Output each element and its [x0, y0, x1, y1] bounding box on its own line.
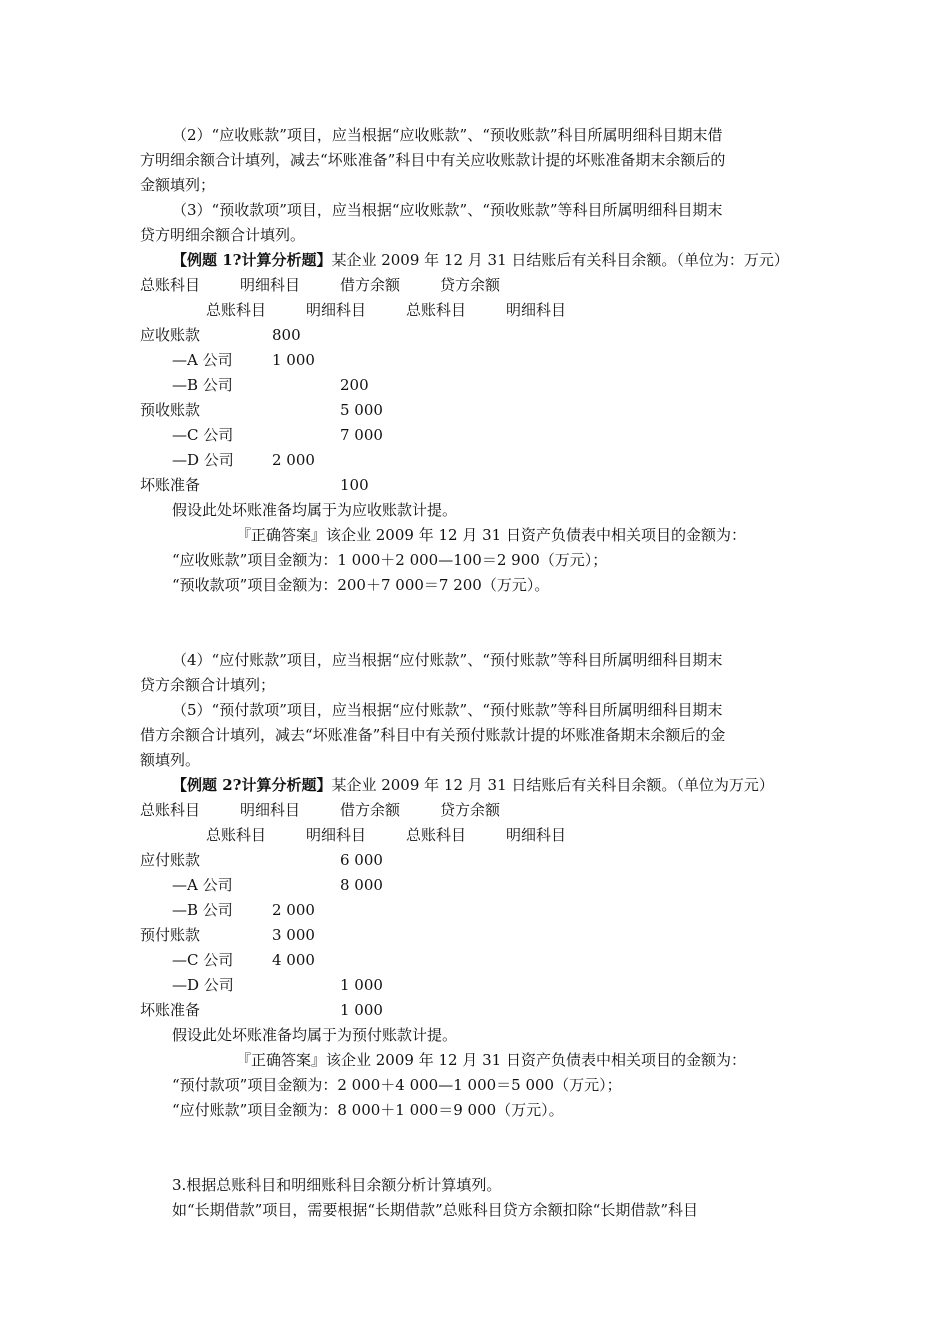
header-cell: 明细科目	[306, 301, 367, 319]
debit-amount: 3 000	[272, 926, 315, 944]
example-1-answer-1: “应收账款”项目金额为：1 000＋2 000—100＝2 900（万元）；	[172, 551, 608, 569]
example-1-answer-title: 『正确答案』该企业 2009 年 12 月 31 日资产负债表中相关项目的金额为：	[236, 526, 746, 544]
sub-account-name: —B 公司	[172, 376, 233, 394]
sub-account-name: —D 公司	[172, 976, 234, 994]
paragraph-2-line-1: （2）“应收账款”项目，应当根据“应收账款”、“预收账款”科目所属明细科目期末借	[172, 126, 723, 144]
example-2-label: 【例题 2?计算分析题】	[172, 776, 332, 794]
paragraph-4-line-2: 贷方余额合计填列；	[140, 676, 276, 694]
credit-amount: 100	[340, 476, 369, 494]
example-1-heading	[172, 248, 852, 273]
header-cell: 总账科目	[406, 826, 467, 844]
debit-amount: 800	[272, 326, 301, 344]
debit-amount: 2 000	[272, 901, 315, 919]
paragraph-2-line-3: 金额填列；	[140, 176, 216, 194]
example-2-answer-2: “应付账款”项目金额为：8 000＋1 000＝9 000（万元）。	[172, 1101, 564, 1119]
example-1-label: 【例题 1?计算分析题】	[172, 251, 332, 269]
section-3-text: 如“长期借款”项目，需要根据“长期借款”总账科目贷方余额扣除“长期借款”科目	[172, 1201, 699, 1219]
header-cell: 总账科目	[406, 301, 467, 319]
paragraph-4-line-1: （4）“应付账款”项目，应当根据“应付账款”、“预付账款”等科目所属明细科目期末	[172, 651, 723, 669]
example-1-header-row-1	[140, 273, 820, 298]
account-name: 坏账准备	[140, 1001, 201, 1019]
header-cell: 总账科目	[140, 801, 201, 819]
debit-amount: 1 000	[272, 351, 315, 369]
header-cell: 贷方余额	[440, 801, 501, 819]
example-2-assumption: 假设此处坏账准备均属于为预付账款计提。	[172, 1026, 458, 1044]
example-2-answer-1: “预付款项”项目金额为：2 000＋4 000—1 000＝5 000（万元）；	[172, 1076, 622, 1094]
sub-account-name: —A 公司	[172, 351, 233, 369]
example-1-header-row-2	[206, 298, 886, 323]
header-cell: 明细科目	[240, 276, 301, 294]
sub-account-name: —D 公司	[172, 451, 234, 469]
example-1-answer-2: “预收款项”项目金额为：200＋7 000＝7 200（万元）。	[172, 576, 550, 594]
account-name: 坏账准备	[140, 476, 201, 494]
debit-amount: 4 000	[272, 951, 315, 969]
header-cell: 借方余额	[340, 276, 401, 294]
example-2-header-row-2	[206, 823, 886, 848]
credit-amount: 8 000	[340, 876, 383, 894]
example-2-header-row-1	[140, 798, 820, 823]
paragraph-5-line-1: （5）“预付款项”项目，应当根据“应付账款”、“预付账款”等科目所属明细科目期末	[172, 701, 723, 719]
section-3-heading: 3.根据总账科目和明细账科目余额分析计算填列。	[172, 1176, 502, 1194]
paragraph-2-line-2: 方明细余额合计填列，减去“坏账准备”科目中有关应收账款计提的坏账准备期末余额后的	[140, 151, 726, 169]
sub-account-name: —B 公司	[172, 901, 233, 919]
credit-amount: 1 000	[340, 976, 383, 994]
header-cell: 贷方余额	[440, 276, 501, 294]
sub-account-name: —C 公司	[172, 951, 234, 969]
sub-account-name: —C 公司	[172, 426, 234, 444]
header-cell: 总账科目	[140, 276, 201, 294]
example-2-answer-title: 『正确答案』该企业 2009 年 12 月 31 日资产负债表中相关项目的金额为：	[236, 1051, 746, 1069]
credit-amount: 5 000	[340, 401, 383, 419]
account-name: 应付账款	[140, 851, 201, 869]
example-1-text: 某企业 2009 年 12 月 31 日结账后有关科目余额。（单位为：万元）	[331, 251, 789, 269]
credit-amount: 1 000	[340, 1001, 383, 1019]
paragraph-5-line-2: 借方余额合计填列，减去“坏账准备”科目中有关预付账款计提的坏账准备期末余额后的金	[140, 726, 726, 744]
credit-amount: 7 000	[340, 426, 383, 444]
header-cell: 借方余额	[340, 801, 401, 819]
header-cell: 总账科目	[206, 301, 267, 319]
example-2-text: 某企业 2009 年 12 月 31 日结账后有关科目余额。（单位为万元）	[331, 776, 774, 794]
account-name: 预付账款	[140, 926, 201, 944]
debit-amount: 2 000	[272, 451, 315, 469]
header-cell: 明细科目	[240, 801, 301, 819]
paragraph-5-line-3: 额填列。	[140, 751, 201, 769]
paragraph-3-line-2: 贷方明细余额合计填列。	[140, 226, 306, 244]
header-cell: 明细科目	[506, 826, 567, 844]
header-cell: 总账科目	[206, 826, 267, 844]
header-cell: 明细科目	[306, 826, 367, 844]
credit-amount: 200	[340, 376, 369, 394]
paragraph-3-line-1: （3）“预收款项”项目，应当根据“应收账款”、“预收账款”等科目所属明细科目期末	[172, 201, 723, 219]
credit-amount: 6 000	[340, 851, 383, 869]
account-name: 预收账款	[140, 401, 201, 419]
sub-account-name: —A 公司	[172, 876, 233, 894]
header-cell: 明细科目	[506, 301, 567, 319]
account-name: 应收账款	[140, 326, 201, 344]
example-2-heading	[172, 773, 852, 798]
example-1-assumption: 假设此处坏账准备均属于为应收账款计提。	[172, 501, 458, 519]
